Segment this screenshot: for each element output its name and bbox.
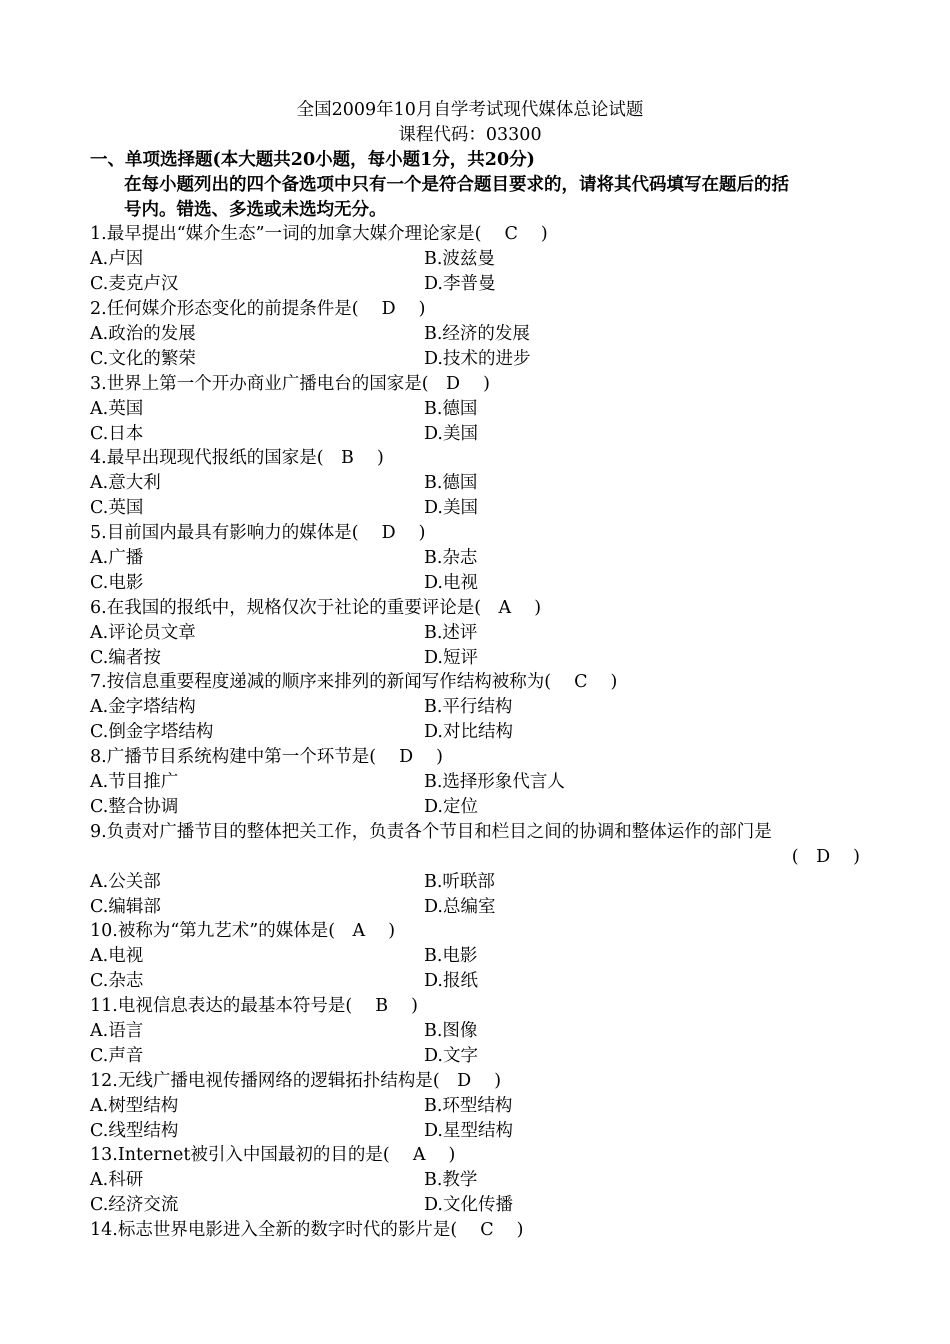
option-d: D.李普曼 <box>424 274 496 295</box>
option-b: B.图像 <box>424 1020 478 1041</box>
option-a: A.意大利 <box>90 473 161 494</box>
question-list <box>90 222 870 1243</box>
course-code: 课程代码：03300 <box>398 124 542 145</box>
question-stem: 1.最早提出“媒介生态”一词的加拿大媒介理论家是( C ) <box>90 224 548 245</box>
option-b: B.德国 <box>424 398 478 419</box>
option-row <box>90 422 870 447</box>
option-c: C.经济交流 <box>90 1195 179 1216</box>
option-b: B.述评 <box>424 622 478 643</box>
option-row <box>90 322 870 347</box>
option-c: C.整合协调 <box>90 796 179 817</box>
option-a: A.政治的发展 <box>90 324 196 345</box>
question-stem: 4.最早出现现代报纸的国家是( B ) <box>90 448 384 469</box>
option-a: A.金字塔结构 <box>90 697 196 718</box>
option-row <box>90 695 870 720</box>
option-d: D.美国 <box>424 423 478 444</box>
option-row <box>90 546 870 571</box>
option-c: C.杂志 <box>90 971 144 992</box>
option-a: A.节目推广 <box>90 772 179 793</box>
option-c: C.声音 <box>90 1045 144 1066</box>
option-row <box>90 571 870 596</box>
question-stem: 13.Internet被引入中国最初的目的是( A ) <box>90 1145 456 1166</box>
question-stem: 14.标志世界电影进入全新的数字时代的影片是( C ) <box>90 1220 524 1241</box>
option-row <box>90 646 870 671</box>
option-d: D.短评 <box>424 647 478 668</box>
option-b: B.教学 <box>424 1170 478 1191</box>
option-row <box>90 247 870 272</box>
question-stem: 6.在我国的报纸中，规格仅次于社论的重要评论是( A ) <box>90 597 542 618</box>
option-a: A.电视 <box>90 946 144 967</box>
question-stem: 7.按信息重要程度递减的顺序来排列的新闻写作结构被称为( C ) <box>90 672 618 693</box>
section-instruction-line1: 在每小题列出的四个备选项中只有一个是符合题目要求的，请将其代码填写在题后的括 <box>124 174 789 195</box>
option-c: C.倒金字塔结构 <box>90 722 214 743</box>
section-instruction-line2: 号内。错选、多选或未选均无分。 <box>124 199 387 220</box>
option-c: C.日本 <box>90 423 144 444</box>
option-a: A.语言 <box>90 1020 144 1041</box>
option-c: C.编者按 <box>90 647 161 668</box>
option-d: D.文化传播 <box>424 1195 513 1216</box>
option-row <box>90 471 870 496</box>
option-d: D.报纸 <box>424 971 478 992</box>
option-a: A.英国 <box>90 398 144 419</box>
option-row <box>90 1044 870 1069</box>
option-row <box>90 621 870 646</box>
option-c: C.线型结构 <box>90 1120 179 1141</box>
option-b: B.杂志 <box>424 548 478 569</box>
option-b: B.经济的发展 <box>424 324 530 345</box>
option-d: D.技术的进步 <box>424 348 531 369</box>
option-a: A.卢因 <box>90 249 144 270</box>
option-a: A.公关部 <box>90 871 161 892</box>
option-row <box>90 895 870 920</box>
option-row <box>90 1168 870 1193</box>
option-row <box>90 496 870 521</box>
option-d: D.总编室 <box>424 896 496 917</box>
option-a: A.树型结构 <box>90 1095 179 1116</box>
option-c: C.编辑部 <box>90 896 161 917</box>
option-d: D.美国 <box>424 498 478 519</box>
option-b: B.电影 <box>424 946 478 967</box>
option-row <box>90 969 870 994</box>
question-stem: 2.任何媒介形态变化的前提条件是( D ) <box>90 299 426 320</box>
option-row <box>90 770 870 795</box>
option-d: D.文字 <box>424 1045 478 1066</box>
section-heading: 一、单项选择题(本大题共20小题，每小题1分，共20分) <box>90 149 535 170</box>
option-c: C.文化的繁荣 <box>90 348 196 369</box>
option-row <box>90 1094 870 1119</box>
option-row <box>90 347 870 372</box>
option-b: B.听联部 <box>424 871 495 892</box>
question-stem: 3.世界上第一个开办商业广播电台的国家是( D ) <box>90 373 490 394</box>
option-b: B.平行结构 <box>424 697 513 718</box>
option-a: A.广播 <box>90 548 144 569</box>
option-d: D.对比结构 <box>424 722 513 743</box>
question-answer-bracket: ( D ) <box>791 846 860 867</box>
option-row <box>90 870 870 895</box>
option-b: B.波兹曼 <box>424 249 495 270</box>
option-b: B.德国 <box>424 473 478 494</box>
option-b: B.环型结构 <box>424 1095 513 1116</box>
question-stem: 11.电视信息表达的最基本符号是( B ) <box>90 996 418 1017</box>
option-row <box>90 272 870 297</box>
option-c: C.麦克卢汉 <box>90 274 179 295</box>
option-b: B.选择形象代言人 <box>424 772 565 793</box>
option-a: A.评论员文章 <box>90 622 196 643</box>
exam-page <box>90 98 870 1243</box>
option-c: C.电影 <box>90 572 144 593</box>
question-stem: 5.目前国内最具有影响力的媒体是( D ) <box>90 523 426 544</box>
option-c: C.英国 <box>90 498 144 519</box>
option-row <box>90 1193 870 1218</box>
option-d: D.星型结构 <box>424 1120 513 1141</box>
question-stem: 12.无线广播电视传播网络的逻辑拓扑结构是( D ) <box>90 1070 502 1091</box>
question-stem: 10.被称为“第九艺术”的媒体是( A ) <box>90 921 396 942</box>
option-row <box>90 1019 870 1044</box>
option-row <box>90 397 870 422</box>
option-row <box>90 1119 870 1144</box>
question-stem: 8.广播节目系统构建中第一个环节是( D ) <box>90 747 444 768</box>
question-stem: 9.负责对广播节目的整体把关工作，负责各个节目和栏目之间的协调和整体运作的部门是 <box>90 821 772 842</box>
option-row <box>90 795 870 820</box>
page-title: 全国2009年10月自学考试现代媒体总论试题 <box>296 100 644 120</box>
option-a: A.科研 <box>90 1170 144 1191</box>
option-d: D.定位 <box>424 796 478 817</box>
option-d: D.电视 <box>424 572 478 593</box>
option-row <box>90 944 870 969</box>
option-row <box>90 720 870 745</box>
